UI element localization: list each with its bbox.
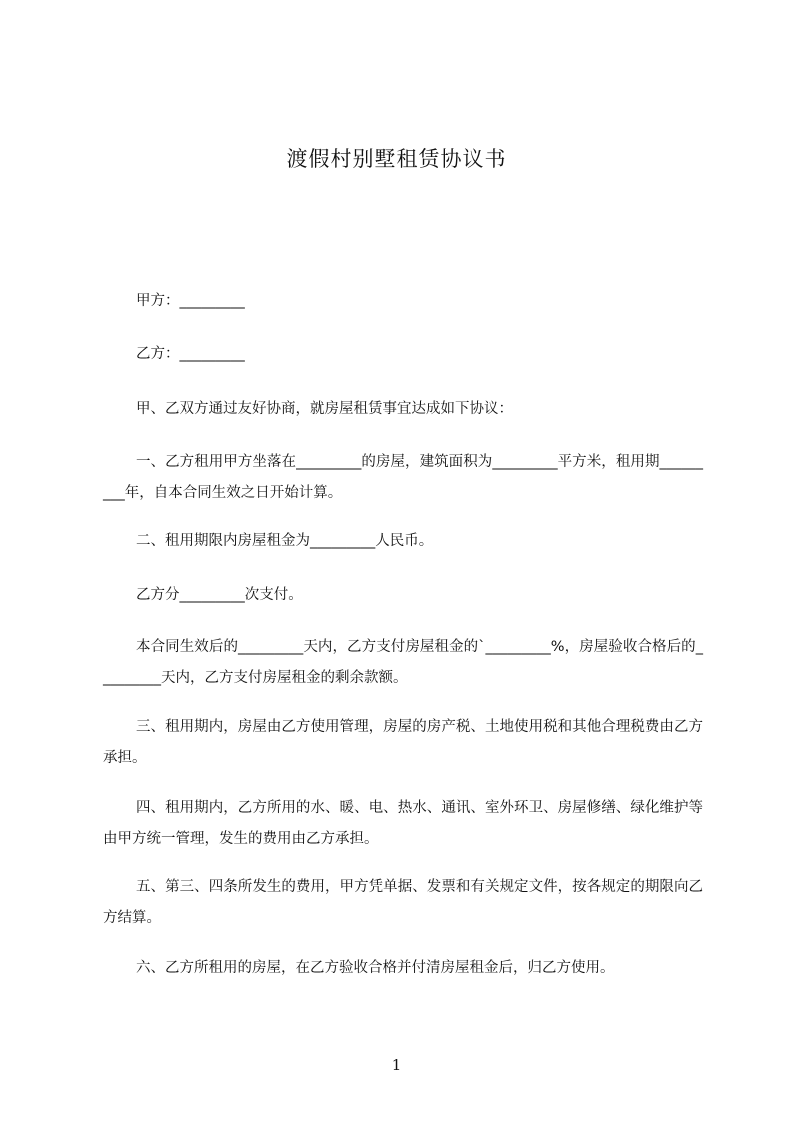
party-a-line: 甲方：_________ xyxy=(136,293,245,309)
clause-5-paragraph: 五、第三、四条所发生的费用，甲方凭单据、发票和有关规定文件，按各规定的期限向乙方结算。 xyxy=(103,879,703,926)
clause-4-paragraph: 四、租用期内，乙方所用的水、暖、电、热水、通讯、室外环卫、房屋修缮、绿化维护等由甲方统一管理，发生的费用由乙方承担。 xyxy=(103,800,703,847)
clause-2-installments-paragraph: 乙方分_________次支付。 xyxy=(136,587,303,603)
clause-2-payment-paragraph: 本合同生效后的_________天内，乙方支付房屋租金的`_________%，房屋验收合格后的_________天内，乙方支付房屋租金的剩余款额。 xyxy=(103,639,703,686)
clause-6-paragraph: 六、乙方所租用的房屋，在乙方验收合格并付清房屋租金后，归乙方使用。 xyxy=(136,960,615,976)
clause-2-paragraph: 二、租用期限内房屋租金为_________人民币。 xyxy=(136,533,434,549)
clause-1-paragraph: 一、乙方租用甲方坐落在_________的房屋，建筑面积为_________平方米，租用期_________年，自本合同生效之日开始计算。 xyxy=(103,454,703,501)
clause-3-paragraph: 三、租用期内，房屋由乙方使用管理，房屋的房产税、土地使用税和其他合理税费由乙方承担。 xyxy=(103,719,703,766)
intro-paragraph: 甲、乙双方通过友好协商，就房屋租赁事宜达成如下协议： xyxy=(136,401,513,417)
page-number: 1 xyxy=(391,1056,402,1074)
document-title: 渡假村别墅租赁协议书 xyxy=(286,147,507,171)
party-b-line: 乙方：_________ xyxy=(136,346,245,362)
